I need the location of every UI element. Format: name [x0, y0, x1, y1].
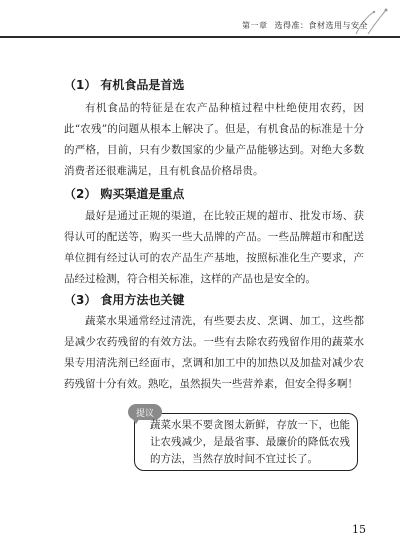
section-heading-2	[64, 185, 184, 202]
section-title: 有机食品是首选	[100, 78, 185, 92]
section-body-1: 有机食品的特征是在农产品种植过程中杜绝使用农药，因此“农残”的问题从根本上解决了。但是，有机食品的标准是十分的严格，目前，只有少数国家的少量产品能够达到。对绝大多数消费者还很难满足，且有机食品价格昂贵。	[64, 102, 364, 177]
tip-badge: 提议	[128, 404, 162, 420]
header-title: 选得准：食材选用与安全	[274, 21, 368, 30]
section-number: （1）	[64, 78, 97, 92]
section-heading-1	[64, 76, 184, 93]
section-title: 食用方法也关键	[100, 293, 185, 307]
header-chapter: 第一章	[241, 21, 268, 30]
running-header	[242, 20, 368, 31]
section-title: 购买渠道是重点	[100, 187, 185, 201]
section-body-3: 蔬菜水果通常经过清洗，有些要去皮、烹调、加工，这些都是减少农药残留的有效方法。一些有去除农药残留作用的蔬菜水果专用清洗剂已经面市，烹调和加工中的加热以及加盐对减少农药残留十分有效。熟吃，虽然损失一些营养素，但安全得多啊！	[64, 315, 364, 390]
section-number: （3）	[64, 293, 97, 307]
section-body-2: 最好是通过正规的渠道，在比较正规的超市、批发市场、获得认可的配送等，购买一些大品牌的产品。一些品牌超市和配送单位拥有经过认可的农产品生产基地，按照标准化生产要求，产品经过检测，符合相关标准，这样的产品也是安全的。	[64, 210, 364, 285]
page-number: 15	[352, 523, 366, 536]
header-rule	[0, 36, 400, 38]
section-heading-3	[64, 291, 184, 308]
tip-text: 蔬菜水果不要贪图太新鲜，存放一下，也能让农残减少，是最省事、最廉价的降低农残的方法，当然存放时间不宜过长了。	[150, 419, 350, 465]
section-number: （2）	[64, 187, 97, 201]
